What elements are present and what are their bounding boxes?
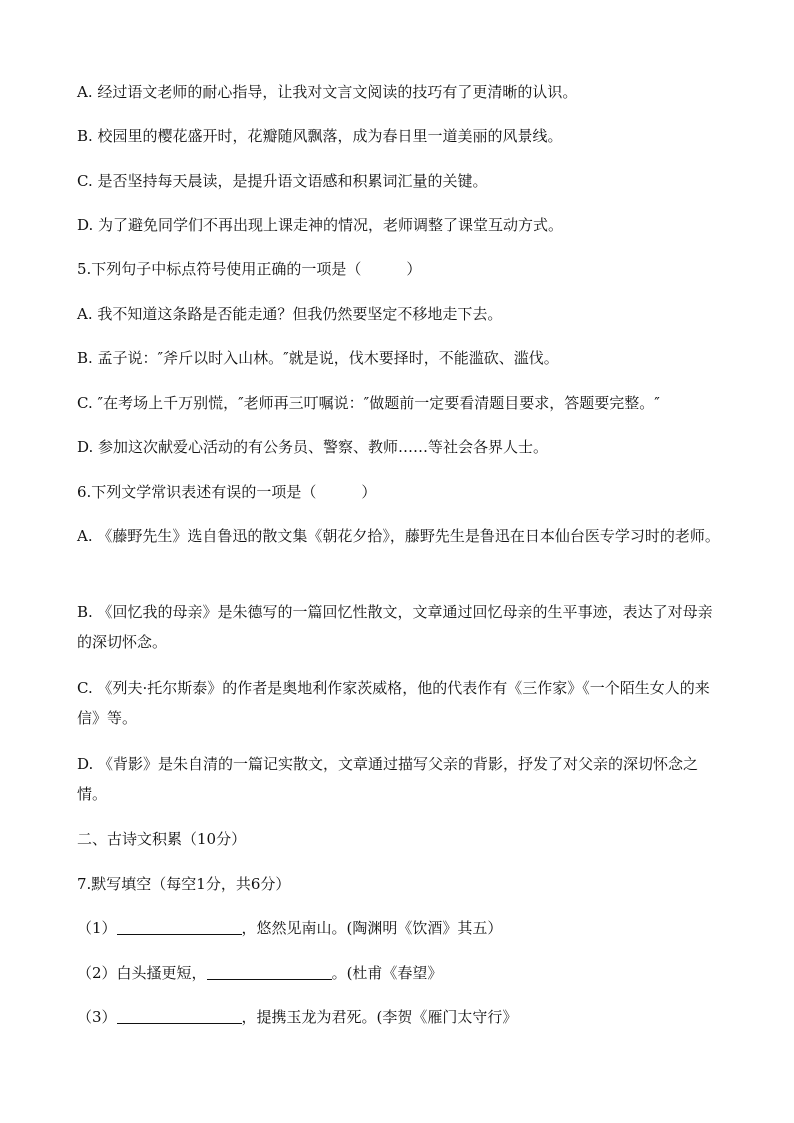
- q6-stem: 6.下列文学常识表述有误的一项是（ ）: [77, 483, 377, 501]
- q7-item-3-blank: [117, 1007, 242, 1024]
- q7-item-2-blank: [207, 963, 332, 980]
- q7-item-2-number: （2）: [77, 964, 117, 982]
- q7-item-1-number: （1）: [77, 919, 117, 937]
- q7-item-3-after: ，提携玉龙为君死。(李贺《雁门太守行》: [241, 1008, 518, 1026]
- q7-stem: 7.默写填空（每空1分，共6分）: [77, 875, 291, 893]
- q7-item-1-blank: [117, 918, 242, 935]
- q6-option-d: D. 《背影》是朱自清的一篇记实散文，文章通过描写父亲的背影，抒发了对父亲的深切怀念之情。: [77, 755, 699, 803]
- q5-option-d: D. 参加这次献爱心活动的有公务员、警察、教师……等社会各界人士。: [77, 438, 549, 456]
- q7-item-2: [77, 963, 727, 983]
- section-title: 二、古诗文积累（10分）: [77, 830, 247, 848]
- q6-option-b: B. 《回忆我的母亲》是朱德写的一篇回忆性散文，文章通过回忆母亲的生平事迹，表达了对母亲的深切怀念。: [77, 603, 713, 651]
- q7-item-2-before: 白头搔更短，: [116, 964, 207, 982]
- q6-option-c: C. 《列夫·托尔斯泰》的作者是奥地利作家茨威格，他的代表作有《三作家》《一个陌生女人的来信》等。: [77, 679, 710, 727]
- q6-option-a: A. 《藤野先生》选自鲁迅的散文集《朝花夕拾》，藤野先生是鲁迅在日本仙台医专学习时的老师。: [77, 527, 720, 545]
- q5-option-a: A. 我不知道这条路是否能走通？但我仍然要坚定不移地走下去。: [77, 305, 503, 323]
- q7-item-3: [77, 1007, 727, 1027]
- q4-option-b: B. 校园里的樱花盛开时，花瓣随风飘落，成为春日里一道美丽的风景线。: [77, 127, 563, 145]
- q5-option-c: C. ″在考场上千万别慌，″老师再三叮嘱说：″做题前一定要看清题目要求，答题要完整。″: [77, 394, 660, 412]
- q5-stem: 5.下列句子中标点符号使用正确的一项是（ ）: [77, 260, 422, 278]
- q7-item-1: [77, 918, 727, 938]
- q7-item-1-after: ，悠然见南山。(陶渊明《饮酒》其五）: [241, 919, 503, 937]
- q4-option-c: C. 是否坚持每天晨读，是提升语文语感和积累词汇量的关键。: [77, 172, 488, 190]
- q7-item-2-after: 。(杜甫《春望》: [331, 964, 443, 982]
- q7-item-3-number: （3）: [77, 1008, 117, 1026]
- q5-option-b: B. 孟子说：″斧斤以时入山林。″就是说，伐木要择时，不能滥砍、滥伐。: [77, 349, 559, 367]
- q4-option-a: A. 经过语文老师的耐心指导，让我对文言文阅读的技巧有了更清晰的认识。: [77, 83, 578, 101]
- q4-option-d: D. 为了避免同学们不再出现上课走神的情况，老师调整了课堂互动方式。: [77, 216, 564, 234]
